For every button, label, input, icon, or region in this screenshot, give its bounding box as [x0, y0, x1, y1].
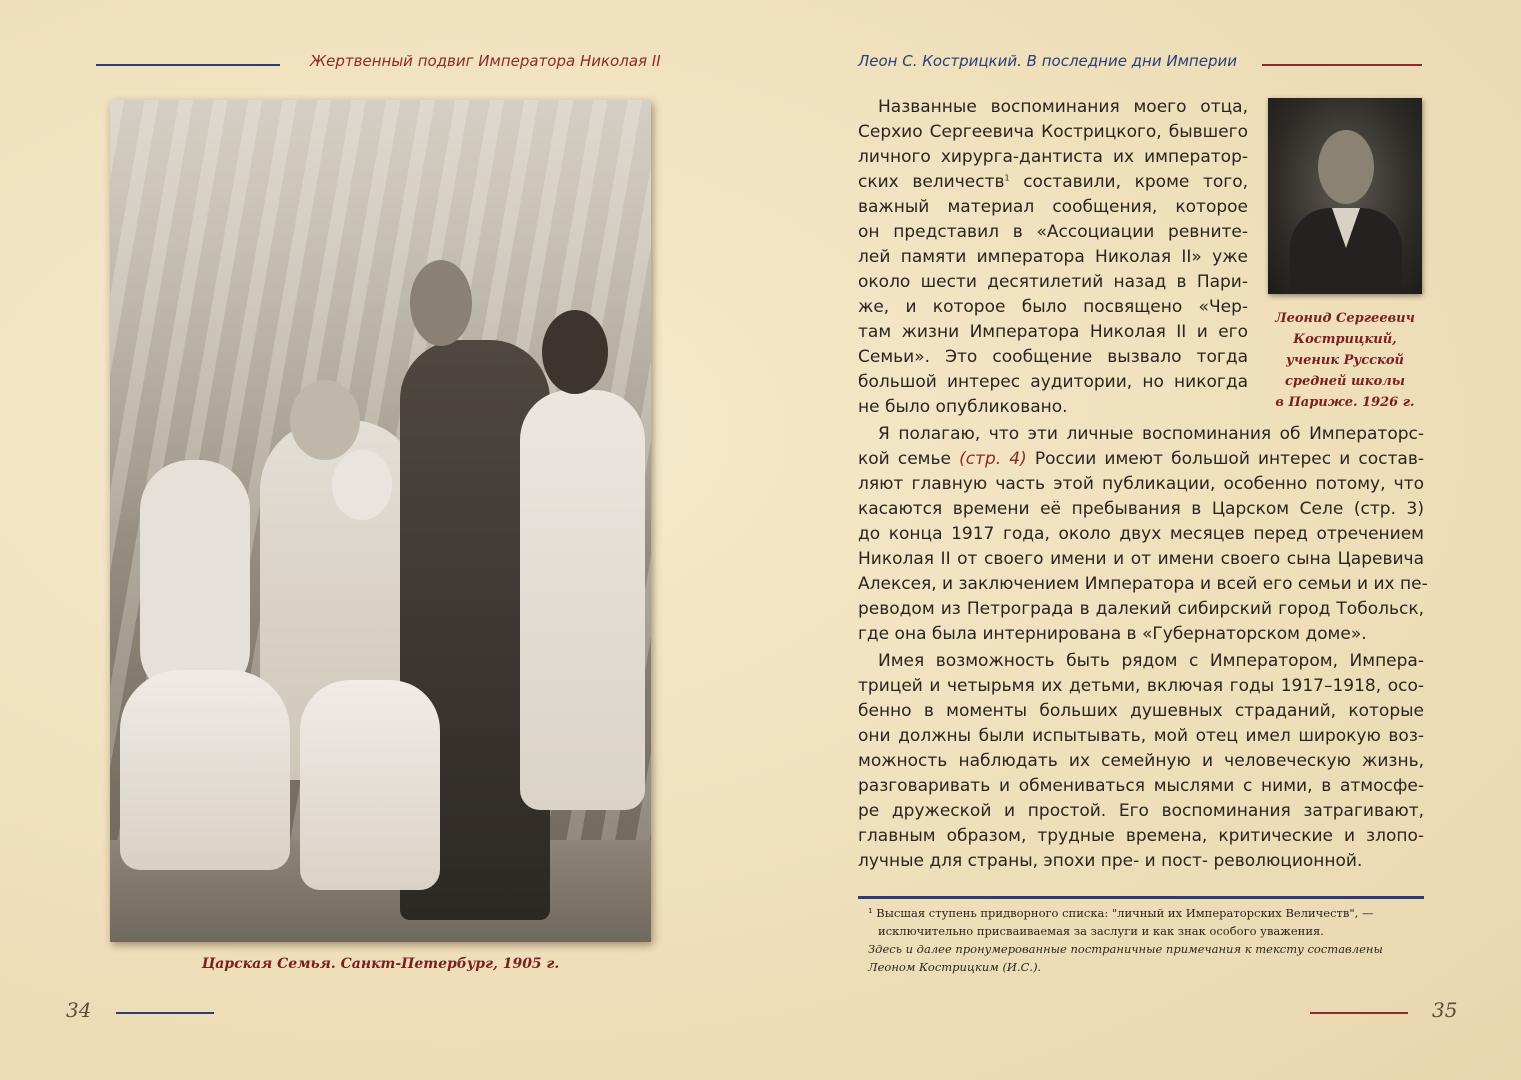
- portrait-head: [1318, 130, 1374, 204]
- right-footer-rule: [1310, 1012, 1408, 1014]
- right-page-number: 35: [1432, 998, 1458, 1022]
- photo-figure-father-head: [410, 260, 472, 346]
- text-line: реводом из Петрограда в далекий сибирский город Тобольск,: [858, 599, 1424, 619]
- text-line: лучные для страны, эпохи пре- и пост- революционной.: [858, 851, 1363, 871]
- text-segment: составили, кроме того,: [1023, 172, 1248, 192]
- text-line: Семьи». Это сообщение вызвало тогда: [858, 347, 1248, 367]
- text-line: личного хирурга-дантиста их император-: [858, 147, 1248, 167]
- page-reference-link[interactable]: (стр. 4): [959, 449, 1027, 469]
- text-line: Я полагаю, что эти личные воспоминания об Императорс-: [878, 424, 1424, 444]
- right-header-rule: [1262, 64, 1422, 66]
- text-line: же, и которое было посвящено «Чер-: [858, 297, 1248, 317]
- portrait-caption-line: Леонид Сергеевич: [1275, 311, 1415, 326]
- text-line: большой интерес аудитории, но никогда: [858, 372, 1248, 392]
- photo-caption: Царская Семья. Санкт-Петербург, 1905 г.: [201, 956, 560, 972]
- text-line: ре дружеской и простой. Его воспоминания затрагивают,: [858, 801, 1424, 821]
- text-line: разговаривать и обмениваться мыслями с ними, в атмосфе-: [858, 776, 1424, 796]
- footnote-separator: [858, 896, 1424, 899]
- text-segment: ских величеств: [858, 172, 1005, 192]
- text-line: касаются времени её пребывания в Царском Селе (стр. 3): [858, 499, 1424, 519]
- left-footer-rule: [116, 1012, 214, 1014]
- text-line: Имея возможность быть рядом с Императором, Импера-: [878, 651, 1424, 671]
- text-line: Алексея, и заключением Императора и всей его семьи и их пе-: [858, 574, 1428, 594]
- photo-figure-mother-head: [290, 380, 360, 460]
- portrait-caption-line: ученик Русской: [1286, 353, 1404, 368]
- text-line: Николая II от своего имени и от имени своего сына Царевича: [858, 549, 1424, 569]
- text-segment: кой семье: [858, 449, 951, 469]
- text-line: где она была интернирована в «Губернаторском доме».: [858, 624, 1367, 644]
- photo-figure-girl-center: [300, 680, 440, 890]
- photo-figure-girl-sitting: [120, 670, 290, 870]
- left-page-number: 34: [66, 998, 92, 1022]
- text-line: трицей и четырьмя их детьми, включая годы 1917–1918, осо-: [858, 676, 1424, 696]
- footnote-line: ¹ Высшая ступень придворного списка: "личный их Императорских Величеств", —: [868, 906, 1374, 920]
- text-line: ляют главную часть этой публикации, особенно потому, что: [858, 474, 1424, 494]
- text-line: бенно в моменты больших душевных страданий, которые: [858, 701, 1424, 721]
- text-segment: России имеют большой интерес и состав-: [1034, 449, 1424, 469]
- portrait-caption-line: средней школы: [1284, 374, 1405, 389]
- text-line: лей памяти императора Николая II» уже: [858, 247, 1248, 267]
- left-header-rule: [96, 64, 280, 66]
- photo-figure-girl-standing: [520, 390, 645, 810]
- right-running-header: Леон С. Кострицкий. В последние дни Империи: [858, 52, 1237, 70]
- text-line: главным образом, трудные времена, критические и злопо-: [858, 826, 1424, 846]
- text-line: там жизни Императора Николая II и его: [858, 322, 1248, 342]
- footnote-line: Здесь и далее пронумерованные постраничные примечания к тексту составлены: [868, 942, 1383, 956]
- photo-figure-girl-standing-head: [542, 310, 608, 394]
- text-line: до конца 1917 года, около двух месяцев перед отречением: [858, 524, 1424, 544]
- portrait-caption-line: Кострицкий,: [1293, 332, 1397, 347]
- portrait-photo: [1268, 98, 1422, 294]
- footnote-line: Леоном Кострицким (И.С.).: [868, 960, 1042, 974]
- text-line: около шести десятилетий назад в Пари-: [858, 272, 1248, 292]
- text-line: Названные воспоминания моего отца,: [878, 97, 1248, 117]
- text-line: [858, 170, 1248, 195]
- text-line: можность наблюдать их семейную и человеческую жизнь,: [858, 751, 1424, 771]
- text-line: Серхио Сергеевича Кострицкого, бывшего: [858, 122, 1248, 142]
- photo-figure-baby: [332, 450, 392, 520]
- family-photo: [110, 100, 651, 942]
- footnote-line: исключительно присваиваемая за заслуги и как знак особого уважения.: [878, 924, 1324, 938]
- portrait-caption: [1268, 308, 1422, 413]
- photo-figure-girl-left: [140, 460, 250, 700]
- footnote-marker: 1: [1004, 173, 1010, 183]
- text-line: они должны были испытывать, мой отец имел широкую воз-: [858, 726, 1424, 746]
- text-line: не было опубликовано.: [858, 397, 1068, 417]
- text-line: важный материал сообщения, которое: [858, 197, 1248, 217]
- portrait-caption-line: в Париже. 1926 г.: [1275, 395, 1415, 410]
- text-line: он представил в «Ассоциации ревните-: [858, 222, 1248, 242]
- left-running-header: Жертвенный подвиг Императора Николая II: [310, 52, 661, 70]
- text-line: [858, 447, 1424, 472]
